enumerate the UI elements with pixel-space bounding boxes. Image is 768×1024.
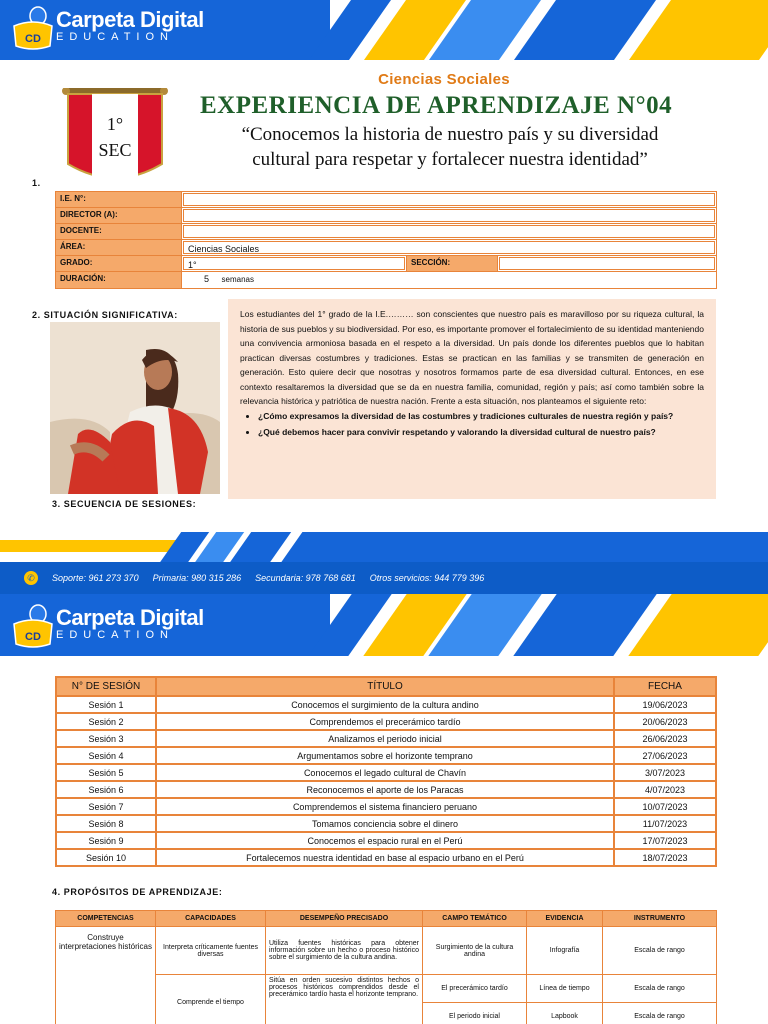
docente-field[interactable]: [183, 225, 715, 238]
duracion-number: 5: [204, 274, 210, 284]
contact-primaria: Primaria: 980 315 286: [152, 573, 242, 583]
session-title: Tomamos conciencia sobre el dinero: [156, 815, 614, 832]
brand-logo: [10, 6, 204, 46]
competencia-cell: Construye interpretaciones históricas: [56, 927, 156, 1024]
seccion-label: SECCIÓN:: [406, 256, 498, 271]
col-capacidades-header: CAPACIDADES: [156, 911, 266, 927]
reto-list: [258, 410, 704, 439]
campo-cell: Surgimiento de la cultura andina: [423, 927, 527, 975]
illustration-girl-flag: [50, 322, 220, 494]
contact-otros: Otros servicios: 944 779 396: [369, 573, 485, 583]
campo-cell: El periodo inicial: [423, 1003, 527, 1024]
session-title: Conocemos el espacio rural en el Perú: [156, 832, 614, 849]
contact-band: [0, 562, 768, 594]
table-row: [56, 764, 716, 781]
info-table: [55, 191, 717, 289]
area-field[interactable]: Ciencias Sociales: [183, 241, 715, 254]
info-row-area: [56, 240, 716, 256]
col-competencias-header: COMPETENCIAS: [56, 911, 156, 927]
subject-label: Ciencias Sociales: [378, 71, 510, 88]
table-row: [56, 975, 717, 1003]
table-row: [56, 815, 716, 832]
session-date: 10/07/2023: [614, 798, 716, 815]
instrumento-cell: Escala de rango: [603, 927, 717, 975]
director-field[interactable]: [183, 209, 715, 222]
session-number: Sesión 1: [56, 696, 156, 713]
session-date: 4/07/2023: [614, 781, 716, 798]
sessions-table: [55, 676, 717, 867]
section-2-heading: 2. SITUACIÓN SIGNIFICATIVA:: [32, 310, 178, 320]
session-title: Comprendemos el precerámico tardío: [156, 713, 614, 730]
ie-label: I.E. N°:: [56, 192, 182, 207]
docente-label: DOCENTE:: [56, 224, 182, 239]
table-row: [56, 713, 716, 730]
session-number: Sesión 5: [56, 764, 156, 781]
director-label: DIRECTOR (A):: [56, 208, 182, 223]
reto-question-2: • ¿Qué debemos hacer para convivir respetando y valorando la diversidad cultural de nuestro país?: [258, 426, 704, 439]
col-title-header: TÍTULO: [156, 677, 614, 696]
grade-banner: [60, 88, 170, 188]
col-session-header: N° DE SESIÓN: [56, 677, 156, 696]
brand-sub-2: EDUCATION: [56, 629, 174, 641]
col-desempeno-header: DESEMPEÑO PRECISADO: [266, 911, 423, 927]
grado-label: GRADO:: [56, 256, 182, 271]
session-number: Sesión 6: [56, 781, 156, 798]
quote-line-1: “Conocemos la historia de nuestro país y su diversidad: [241, 124, 659, 145]
duracion-label: DURACIÓN:: [56, 272, 182, 288]
brand-name: Carpeta Digital: [56, 7, 204, 32]
session-number: Sesión 7: [56, 798, 156, 815]
situation-paragraph-box: [228, 299, 716, 499]
session-number: Sesión 3: [56, 730, 156, 747]
session-title: Fortalecemos nuestra identidad en base al espacio urbano en el Perú: [156, 849, 614, 866]
col-date-header: FECHA: [614, 677, 716, 696]
table-row: [56, 747, 716, 764]
session-date: 19/06/2023: [614, 696, 716, 713]
grado-field[interactable]: 1°: [183, 257, 405, 270]
purposes-table: [55, 910, 717, 1024]
info-row-ie: [56, 192, 716, 208]
info-row-duracion: [56, 272, 716, 288]
duracion-unit: semanas: [221, 275, 254, 284]
session-date: 26/06/2023: [614, 730, 716, 747]
capacidad-cell: Comprende el tiempo: [156, 975, 266, 1024]
quote-line-2: cultural para respetar y fortalecer nuestra identidad”: [252, 149, 648, 170]
purposes-header-row: [56, 911, 717, 927]
reto-question-1: • ¿Cómo expresamos la diversidad de las costumbres y tradiciones culturales de nuestra región y país?: [258, 410, 704, 423]
area-label: ÁREA:: [56, 240, 182, 255]
col-evidencia-header: EVIDENCIA: [527, 911, 603, 927]
session-title: Argumentamos sobre el horizonte temprano: [156, 747, 614, 764]
session-title: Conocemos el surgimiento de la cultura andino: [156, 696, 614, 713]
session-number: Sesión 2: [56, 713, 156, 730]
table-row: [56, 781, 716, 798]
experience-quote: [170, 122, 730, 172]
evidencia-cell: Infografía: [527, 927, 603, 975]
contact-soporte: Soporte: 961 273 370: [52, 573, 139, 583]
table-row: [56, 696, 716, 713]
session-date: 11/07/2023: [614, 815, 716, 832]
evidencia-cell: Lapbook: [527, 1003, 603, 1024]
session-number: Sesión 9: [56, 832, 156, 849]
info-row-director: [56, 208, 716, 224]
session-date: 27/06/2023: [614, 747, 716, 764]
instrumento-cell: Escala de rango: [603, 975, 717, 1003]
brand-name-2: Carpeta Digital: [56, 605, 204, 630]
session-number: Sesión 8: [56, 815, 156, 832]
brand-sub: EDUCATION: [56, 31, 174, 43]
session-title: Reconocemos el aporte de los Paracas: [156, 781, 614, 798]
instrumento-cell: Escala de rango: [603, 1003, 717, 1024]
banner-level: SEC: [98, 140, 132, 160]
phone-icon: ✆: [24, 571, 38, 585]
evidencia-cell: Línea de tiempo: [527, 975, 603, 1003]
table-row: [56, 849, 716, 866]
situation-paragraph: Los estudiantes del 1° grado de la I.E.……… son conscientes que nuestro país es maravilloso por su riqueza cultural, la historia de sus pueblos y su biodiversidad. Por eso, es importante promover el fortalecimiento de su identidad manteniendo una convivencia armoniosa basada en el respeto a la diversidad. Un país donde los diferentes pueblos que lo habitan practican diversas costumbres y tradiciones. Estas se practican en las familias y se transmiten de generación en generación. Esto quiere decir que nosotras y nosotros formamos parte de esa diversidad cultural. Entonces, en ese contexto resaltaremos la diversidad que se da en nuestra familia, comunidad, región y país; así como también sobre la relevancia histórica y patriótica de nuestra nación. Frente a esta situación, nos planteamos el siguiente reto:: [240, 309, 704, 406]
session-date: 3/07/2023: [614, 764, 716, 781]
seccion-field[interactable]: [499, 257, 715, 270]
logo-mark-text: CD: [25, 33, 41, 45]
banner-grade: 1°: [106, 114, 124, 134]
session-title: Comprendemos el sistema financiero peruano: [156, 798, 614, 815]
duracion-field[interactable]: [182, 272, 716, 288]
desempeno-cell: Sitúa en orden sucesivo distintos hechos o procesos históricos comprendidos desde el precerámico tardío hasta el horizonte temprano.: [266, 975, 423, 1024]
footer-stripes: [0, 532, 768, 564]
ie-field[interactable]: [183, 193, 715, 206]
session-date: 18/07/2023: [614, 849, 716, 866]
col-instrumento-header: INSTRUMENTO: [603, 911, 717, 927]
mouse-logo-icon: [10, 604, 56, 644]
brand-logo-2: [10, 604, 204, 644]
campo-cell: El precerámico tardío: [423, 975, 527, 1003]
section-3-heading: 3. SECUENCIA DE SESIONES:: [52, 499, 197, 509]
session-number: Sesión 10: [56, 849, 156, 866]
table-row: [56, 798, 716, 815]
session-title: Analizamos el periodo inicial: [156, 730, 614, 747]
section-1-number: 1.: [32, 178, 41, 188]
contact-secundaria: Secundaria: 978 768 681: [255, 573, 356, 583]
col-campo-header: CAMPO TEMÁTICO: [423, 911, 527, 927]
info-row-grado: [56, 256, 716, 272]
capacidad-cell: Interpreta críticamente fuentes diversas: [156, 927, 266, 975]
session-title: Conocemos el legado cultural de Chavín: [156, 764, 614, 781]
mouse-logo-icon: [10, 6, 56, 46]
sessions-header-row: [56, 677, 716, 696]
table-row: [56, 730, 716, 747]
section-4-heading: 4. PROPÓSITOS DE APRENDIZAJE:: [52, 887, 223, 897]
page-title: EXPERIENCIA DE APRENDIZAJE N°04: [200, 92, 673, 119]
logo-mark-text-2: CD: [25, 631, 41, 643]
desempeno-cell: Utiliza fuentes históricas para obtener información sobre un hecho o proceso histórico sobre el surgimiento de la cultura andina.: [266, 927, 423, 975]
info-row-docente: [56, 224, 716, 240]
session-date: 17/07/2023: [614, 832, 716, 849]
session-date: 20/06/2023: [614, 713, 716, 730]
session-number: Sesión 4: [56, 747, 156, 764]
table-row: [56, 927, 717, 975]
table-row: [56, 832, 716, 849]
